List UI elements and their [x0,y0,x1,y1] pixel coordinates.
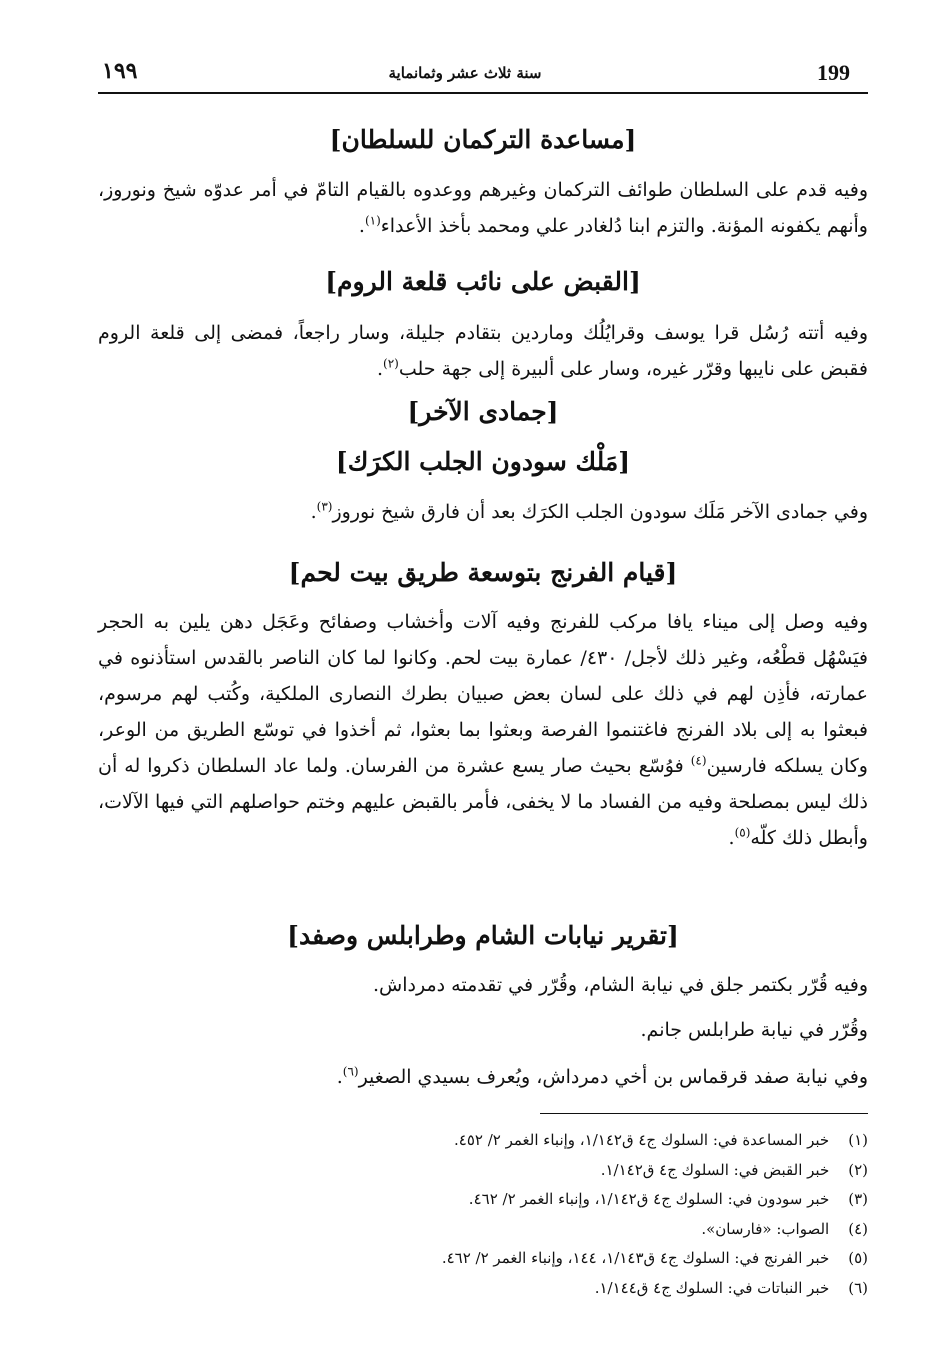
section-heading: [مساعدة التركمان للسلطان] [329,125,637,154]
footnote: (٣) خبر سودون في: السلوك ج٤ ق١/١٤٢، وإنباء الغمر ٢/ ٤٦٢. [468,1190,868,1208]
section-paragraph: وفيه قدم على السلطان طوائف التركمان وغيرهم ووعدوه بالقيام التامّ في أمر عدوّه شيخ ونوروز، وأنهم يكفونه المؤنة. والتزم ابنا دُلغادر علي ومحمد بأخذ الأعداء$^{(١)}$. [98,179,868,237]
page-number-arabic: ١٩٩ [102,58,138,84]
footnote-ref: (٤) [690,753,707,768]
text-line: وقُرّر في نيابة طرابلس جانم. [640,1019,868,1041]
footnote: (٢) خبر القبض في: السلوك ج٤ ق١/١٤٢. [600,1160,868,1179]
page-number-latin: 199 [817,60,850,85]
footnote-ref: (١) [364,213,381,228]
section-heading: [مَلْك سودون الجلب الكرَك] [335,447,631,476]
section-paragraph: وفي جمادى الآخر مَلَك سودون الجلب الكرَك بعد أن فارق شيخ نوروز$^{(٣)}$. [310,499,868,523]
section-paragraph: وفيه وصل إلى ميناء يافا مركب للفرنج وفيه آلات وأخشاب وصفائح وعَجَل دهن يلين به الحجر فيَسْهُل قطْعُه، وغير ذلك لأجل/ ٤٣٠/ عمارة بيت لحم. وكانوا لما كان الناصر بالقدس استأذنوه في عمارته، فأذِن لهم في ذلك على لسان بعض صبيان بطرك النصارى الملكية، وكُتب لهم مرسوم، فبعثوا به إلى بلاد الفرنج فاغتنموا الفرصة وبعثوا بما بعثوا، ثم أخذوا في توسّع الطريق من الوعر، وكان يسلكه فارسين$^{(٤)}$ فوُسّع بحيث صار يسع عشرة من الفرسان. ولما عاد السلطان ذكروا له أن ذلك ليس بمصلحة وفيه من الفساد ما لا يخفى، فأمر بالقبض عليهم وختم حواصلهم التي فيها الآلات، وأبطل ذلك كلّه$^{(٥)}$. [98,611,868,849]
footnote-ref: (٣) [316,499,333,514]
section-heading: [القبض على نائب قلعة الروم] [325,267,641,296]
footnote-ref: (٥) [734,825,751,840]
running-title: سنة ثلاث عشر وثمانماية [388,64,542,82]
footnote: (١) خبر المساعدة في: السلوك ج٤ ق١/١٤٢، وإنباء الغمر ٢/ ٤٥٢. [454,1131,868,1149]
footnote-ref: (٦) [342,1064,359,1079]
footnote: (٦) خبر النباتات في: السلوك ج٤ ق١/١٤٤. [594,1278,868,1297]
header-divider [98,92,868,94]
section-heading: [قيام الفرنج بتوسعة طريق بيت لحم] [288,558,678,587]
footnotes-list [98,1126,868,1303]
section-paragraph: وفيه أتته رُسُل قرا يوسف وقرايُلُك وماردين بتقادم جليلة، وسار راجعاً، فمضى إلى قلعة الروم فقبض على نايبها وقرّر غيره، وسار على ألبيرة إلى جهة حلب$^{(٢)}$. [98,322,868,380]
month-heading: [جمادى الآخر] [407,397,559,426]
footnote-ref: (٢) [383,356,399,371]
footnote-divider [540,1113,868,1114]
footnote: (٤) الصواب: «فارسان». [701,1219,868,1238]
text-line: وفيه قُرّر بكتمر جلق في نيابة الشام، وقُرّر في تقدمته دمرداش. [373,974,868,996]
text-line: وفي نيابة صفد قرقماس بن أخي دمرداش، ويُعرف بسيدي الصغير$^{(٦)}$. [336,1064,868,1088]
footnote: (٥) خبر الفرنج في: السلوك ج٤ ق١/١٤٣، ١٤٤، وإنباء الغمر ٢/ ٤٦٢. [441,1249,868,1267]
section-heading: [تقرير نيابات الشام وطرابلس وصفد] [287,921,679,950]
